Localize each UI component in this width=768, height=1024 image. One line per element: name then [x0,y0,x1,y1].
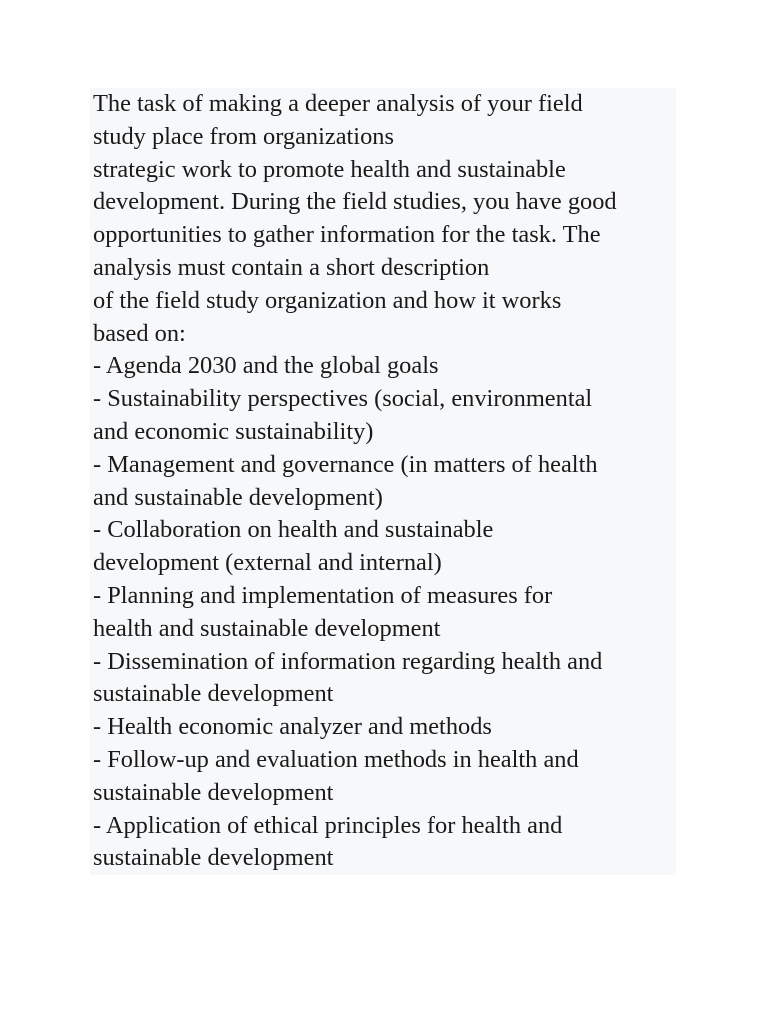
text-line: opportunities to gather information for the task. The [93,221,601,249]
list-item-continuation: sustainable development [93,844,334,872]
text-line: analysis must contain a short description [93,253,490,281]
list-item: - Agenda 2030 and the global goals [93,352,439,380]
list-item: - Management and governance (in matters of health [93,450,598,478]
list-item-continuation: sustainable development [93,680,334,708]
list-item-continuation: and economic sustainability) [93,417,374,445]
document-text-block [90,88,676,875]
list-item-continuation: development (external and internal) [93,549,442,577]
list-item: - Application of ethical principles for health and [93,811,563,839]
list-item: - Sustainability perspectives (social, environmental [93,385,593,413]
text-line: study place from organizations [93,122,394,150]
text-line: of the field study organization and how it works [93,286,562,314]
list-item: - Collaboration on health and sustainable [93,516,494,544]
list-item: - Dissemination of information regarding health and [93,647,603,675]
text-line: strategic work to promote health and sustainable [93,155,566,183]
list-item: - Health economic analyzer and methods [93,713,492,741]
list-item: - Planning and implementation of measures for [93,581,553,609]
text-line: based on: [93,319,186,347]
list-item-continuation: sustainable development [93,778,334,806]
text-line: development. During the field studies, you have good [93,188,617,216]
list-item-continuation: and sustainable development) [93,483,383,511]
text-line: The task of making a deeper analysis of your field [93,90,583,117]
list-item: - Follow-up and evaluation methods in health and [93,745,579,773]
list-item-continuation: health and sustainable development [93,614,441,642]
